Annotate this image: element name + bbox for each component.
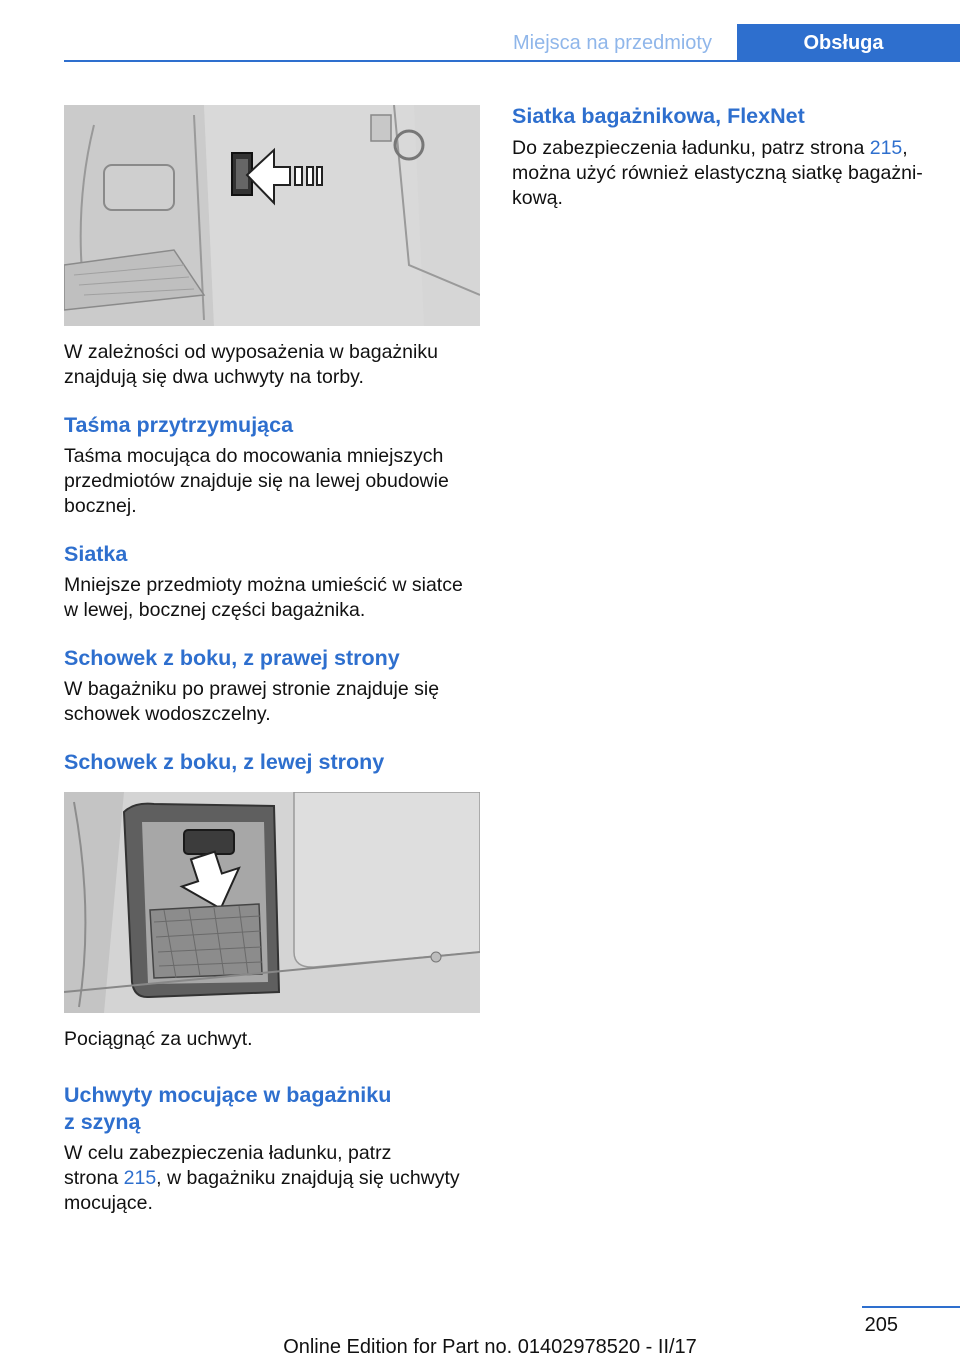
header-rule — [64, 60, 960, 62]
edition-text: Online Edition for Part no. 01402978520 - II/17 — [283, 1336, 697, 1358]
caption-pull-handle: Pociągnąć za uchwyt. — [64, 1028, 253, 1050]
para-flexnet — [512, 136, 932, 211]
left-storage-illustration — [64, 792, 480, 1013]
heading-right-storage: Schowek z boku, z prawej strony — [64, 646, 400, 670]
left-column — [64, 105, 480, 1216]
page-ref-link[interactable]: 215 — [869, 137, 903, 159]
bag-hook-illustration — [64, 105, 480, 326]
edition-footer — [0, 1336, 960, 1359]
para-flexnet-a: Do zabezpieczenia ładunku, patrz strona — [512, 137, 870, 159]
heading-rail-hooks — [64, 1082, 480, 1136]
page-ref-link[interactable]: 215 — [123, 1167, 157, 1189]
para-rail-text-b: strona — [64, 1167, 124, 1189]
right-column — [512, 103, 932, 211]
running-header-chapter-tab — [737, 24, 960, 62]
para-flexnet-b: , można użyć również elastyczną siatkę bagażnikową. — [512, 137, 923, 209]
heading-rail-hooks-line2: z szyną — [64, 1110, 141, 1134]
heading-left-storage: Schowek z boku, z lewej strony — [64, 750, 385, 774]
page-number: 205 — [864, 1314, 898, 1336]
caption-bag-hooks: W zależności od wyposażenia w bagażniku znajdują się dwa uchwyty na torby. — [64, 341, 438, 388]
chapter-label: Obsługa — [803, 32, 884, 54]
heading-strap: Taśma przytrzymująca — [64, 413, 294, 437]
para-rail-text-c: , w bagażniku znajdują się uchwyty mocujące. — [64, 1167, 460, 1214]
para-rail-hooks — [64, 1141, 480, 1216]
para-strap: Taśma mocująca do mocowania mniejszych przedmiotów znajduje się na lewej obudowie bocznej. — [64, 445, 449, 517]
para-right-storage: W bagażniku po prawej stronie znajduje się schowek wodoszczelny. — [64, 678, 440, 725]
page-number-rule — [862, 1306, 960, 1308]
heading-net: Siatka — [64, 542, 128, 566]
para-net: Mniejsze przedmioty można umieścić w siatce w lewej, bocznej części bagażnika. — [64, 574, 463, 621]
running-header-section: Miejsca na przedmioty — [513, 32, 712, 54]
heading-rail-hooks-line1: Uchwyty mocujące w bagażniku — [64, 1083, 392, 1107]
para-rail-text-a: W celu zabezpieczenia ładunku, patrz — [64, 1142, 392, 1164]
heading-flexnet: Siatka bagażnikowa, FlexNet — [512, 104, 805, 128]
